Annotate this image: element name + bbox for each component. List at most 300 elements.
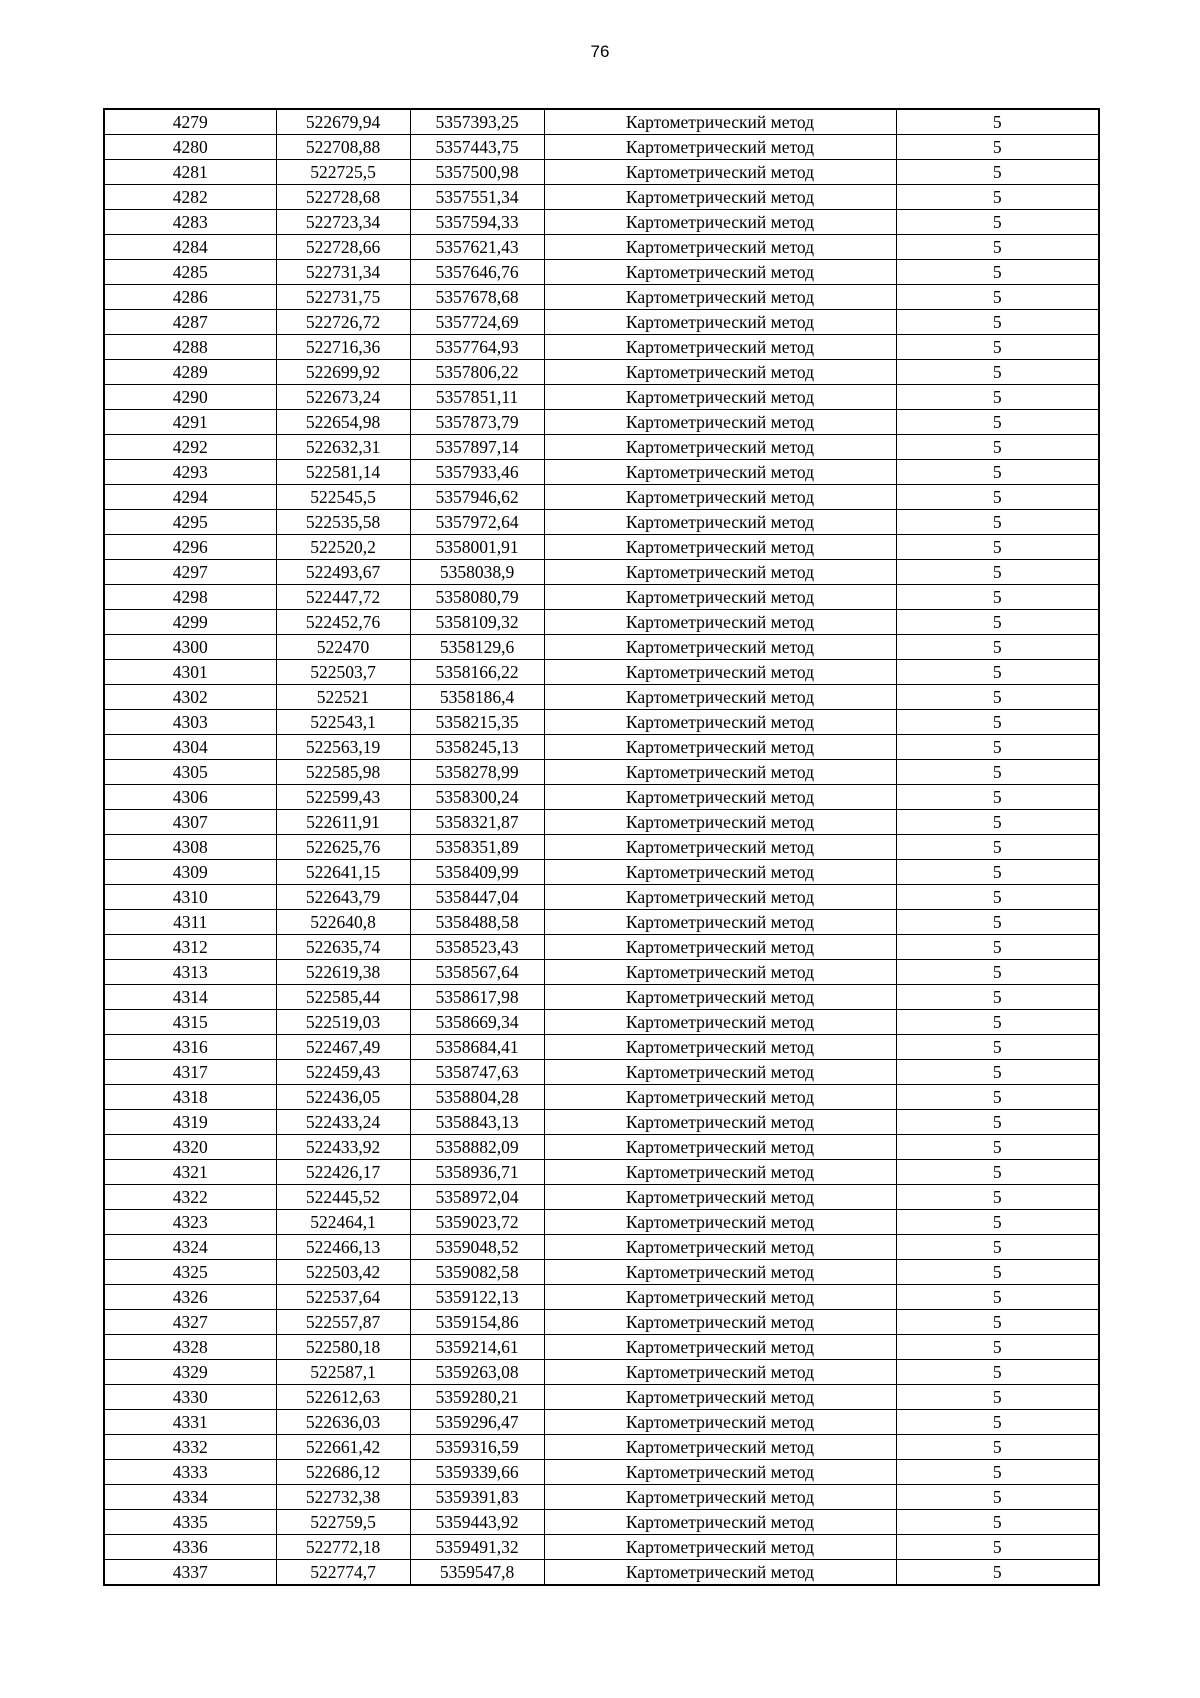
- point-number-cell: 4296: [104, 535, 276, 560]
- method-cell: Картометрический метод: [544, 1410, 896, 1435]
- y-coordinate-cell: 5358109,32: [410, 610, 544, 635]
- point-number-cell: 4313: [104, 960, 276, 985]
- method-cell: Картометрический метод: [544, 185, 896, 210]
- table-row: [104, 1510, 1099, 1535]
- table-row: [104, 260, 1099, 285]
- x-coordinate-cell: 522436,05: [276, 1085, 410, 1110]
- table-row: [104, 1160, 1099, 1185]
- accuracy-cell: 5: [896, 835, 1099, 860]
- x-coordinate-cell: 522466,13: [276, 1235, 410, 1260]
- point-number-cell: 4285: [104, 260, 276, 285]
- table-row: [104, 660, 1099, 685]
- accuracy-cell: 5: [896, 735, 1099, 760]
- x-coordinate-cell: 522731,34: [276, 260, 410, 285]
- method-cell: Картометрический метод: [544, 1335, 896, 1360]
- point-number-cell: 4322: [104, 1185, 276, 1210]
- method-cell: Картометрический метод: [544, 135, 896, 160]
- table-row: [104, 510, 1099, 535]
- x-coordinate-cell: 522679,94: [276, 109, 410, 135]
- accuracy-cell: 5: [896, 135, 1099, 160]
- x-coordinate-cell: 522726,72: [276, 310, 410, 335]
- x-coordinate-cell: 522772,18: [276, 1535, 410, 1560]
- method-cell: Картометрический метод: [544, 385, 896, 410]
- x-coordinate-cell: 522731,75: [276, 285, 410, 310]
- method-cell: Картометрический метод: [544, 1310, 896, 1335]
- table-row: [104, 1185, 1099, 1210]
- table-row: [104, 635, 1099, 660]
- method-cell: Картометрический метод: [544, 1560, 896, 1586]
- x-coordinate-cell: 522708,88: [276, 135, 410, 160]
- method-cell: Картометрический метод: [544, 760, 896, 785]
- x-coordinate-cell: 522686,12: [276, 1460, 410, 1485]
- y-coordinate-cell: 5358001,91: [410, 535, 544, 560]
- x-coordinate-cell: 522459,43: [276, 1060, 410, 1085]
- method-cell: Картометрический метод: [544, 1485, 896, 1510]
- y-coordinate-cell: 5359547,8: [410, 1560, 544, 1586]
- table-row: [104, 135, 1099, 160]
- method-cell: Картометрический метод: [544, 360, 896, 385]
- table-row: [104, 935, 1099, 960]
- y-coordinate-cell: 5359214,61: [410, 1335, 544, 1360]
- point-number-cell: 4327: [104, 1310, 276, 1335]
- y-coordinate-cell: 5357764,93: [410, 335, 544, 360]
- point-number-cell: 4332: [104, 1435, 276, 1460]
- accuracy-cell: 5: [896, 935, 1099, 960]
- accuracy-cell: 5: [896, 1410, 1099, 1435]
- point-number-cell: 4334: [104, 1485, 276, 1510]
- point-number-cell: 4300: [104, 635, 276, 660]
- x-coordinate-cell: 522445,52: [276, 1185, 410, 1210]
- method-cell: Картометрический метод: [544, 335, 896, 360]
- accuracy-cell: 5: [896, 1035, 1099, 1060]
- table-row: [104, 860, 1099, 885]
- table-row: [104, 1485, 1099, 1510]
- x-coordinate-cell: 522535,58: [276, 510, 410, 535]
- point-number-cell: 4297: [104, 560, 276, 585]
- accuracy-cell: 5: [896, 1360, 1099, 1385]
- method-cell: Картометрический метод: [544, 410, 896, 435]
- x-coordinate-cell: 522537,64: [276, 1285, 410, 1310]
- method-cell: Картометрический метод: [544, 710, 896, 735]
- accuracy-cell: 5: [896, 360, 1099, 385]
- table-row: [104, 1135, 1099, 1160]
- table-row: [104, 610, 1099, 635]
- x-coordinate-cell: 522612,63: [276, 1385, 410, 1410]
- x-coordinate-cell: 522661,42: [276, 1435, 410, 1460]
- accuracy-cell: 5: [896, 1335, 1099, 1360]
- point-number-cell: 4302: [104, 685, 276, 710]
- point-number-cell: 4319: [104, 1110, 276, 1135]
- point-number-cell: 4324: [104, 1235, 276, 1260]
- method-cell: Картометрический метод: [544, 835, 896, 860]
- y-coordinate-cell: 5359263,08: [410, 1360, 544, 1385]
- point-number-cell: 4279: [104, 109, 276, 135]
- table-row: [104, 1260, 1099, 1285]
- table-row: [104, 785, 1099, 810]
- accuracy-cell: 5: [896, 210, 1099, 235]
- x-coordinate-cell: 522641,15: [276, 860, 410, 885]
- accuracy-cell: 5: [896, 260, 1099, 285]
- point-number-cell: 4304: [104, 735, 276, 760]
- accuracy-cell: 5: [896, 960, 1099, 985]
- table-row: [104, 1310, 1099, 1335]
- accuracy-cell: 5: [896, 1485, 1099, 1510]
- y-coordinate-cell: 5357443,75: [410, 135, 544, 160]
- point-number-cell: 4318: [104, 1085, 276, 1110]
- y-coordinate-cell: 5359316,59: [410, 1435, 544, 1460]
- y-coordinate-cell: 5359443,92: [410, 1510, 544, 1535]
- point-number-cell: 4325: [104, 1260, 276, 1285]
- y-coordinate-cell: 5358129,6: [410, 635, 544, 660]
- y-coordinate-cell: 5357851,11: [410, 385, 544, 410]
- y-coordinate-cell: 5358882,09: [410, 1135, 544, 1160]
- x-coordinate-cell: 522557,87: [276, 1310, 410, 1335]
- method-cell: Картометрический метод: [544, 1235, 896, 1260]
- y-coordinate-cell: 5359391,83: [410, 1485, 544, 1510]
- method-cell: Картометрический метод: [544, 960, 896, 985]
- method-cell: Картометрический метод: [544, 560, 896, 585]
- method-cell: Картометрический метод: [544, 785, 896, 810]
- method-cell: Картометрический метод: [544, 510, 896, 535]
- y-coordinate-cell: 5359296,47: [410, 1410, 544, 1435]
- x-coordinate-cell: 522519,03: [276, 1010, 410, 1035]
- method-cell: Картометрический метод: [544, 1360, 896, 1385]
- point-number-cell: 4283: [104, 210, 276, 235]
- y-coordinate-cell: 5357621,43: [410, 235, 544, 260]
- table-row: [104, 810, 1099, 835]
- y-coordinate-cell: 5358488,58: [410, 910, 544, 935]
- table-row: [104, 435, 1099, 460]
- y-coordinate-cell: 5358567,64: [410, 960, 544, 985]
- x-coordinate-cell: 522426,17: [276, 1160, 410, 1185]
- x-coordinate-cell: 522470: [276, 635, 410, 660]
- x-coordinate-cell: 522699,92: [276, 360, 410, 385]
- accuracy-cell: 5: [896, 1185, 1099, 1210]
- y-coordinate-cell: 5358684,41: [410, 1035, 544, 1060]
- accuracy-cell: 5: [896, 1010, 1099, 1035]
- method-cell: Картометрический метод: [544, 1385, 896, 1410]
- accuracy-cell: 5: [896, 1385, 1099, 1410]
- table-row: [104, 835, 1099, 860]
- x-coordinate-cell: 522581,14: [276, 460, 410, 485]
- x-coordinate-cell: 522543,1: [276, 710, 410, 735]
- coordinates-table: [103, 108, 1100, 1586]
- x-coordinate-cell: 522643,79: [276, 885, 410, 910]
- table-row: [104, 685, 1099, 710]
- accuracy-cell: 5: [896, 860, 1099, 885]
- x-coordinate-cell: 522636,03: [276, 1410, 410, 1435]
- y-coordinate-cell: 5359280,21: [410, 1385, 544, 1410]
- point-number-cell: 4307: [104, 810, 276, 835]
- accuracy-cell: 5: [896, 1110, 1099, 1135]
- y-coordinate-cell: 5357946,62: [410, 485, 544, 510]
- method-cell: Картометрический метод: [544, 160, 896, 185]
- table-row: [104, 910, 1099, 935]
- table-row: [104, 1335, 1099, 1360]
- method-cell: Картометрический метод: [544, 460, 896, 485]
- method-cell: Картометрический метод: [544, 1260, 896, 1285]
- method-cell: Картометрический метод: [544, 935, 896, 960]
- accuracy-cell: 5: [896, 785, 1099, 810]
- table-row: [104, 585, 1099, 610]
- point-number-cell: 4328: [104, 1335, 276, 1360]
- y-coordinate-cell: 5359154,86: [410, 1310, 544, 1335]
- point-number-cell: 4323: [104, 1210, 276, 1235]
- table-row: [104, 885, 1099, 910]
- method-cell: Картометрический метод: [544, 210, 896, 235]
- y-coordinate-cell: 5358409,99: [410, 860, 544, 885]
- x-coordinate-cell: 522774,7: [276, 1560, 410, 1586]
- y-coordinate-cell: 5358523,43: [410, 935, 544, 960]
- x-coordinate-cell: 522635,74: [276, 935, 410, 960]
- y-coordinate-cell: 5357724,69: [410, 310, 544, 335]
- accuracy-cell: 5: [896, 1210, 1099, 1235]
- y-coordinate-cell: 5358166,22: [410, 660, 544, 685]
- x-coordinate-cell: 522545,5: [276, 485, 410, 510]
- point-number-cell: 4295: [104, 510, 276, 535]
- accuracy-cell: 5: [896, 560, 1099, 585]
- accuracy-cell: 5: [896, 910, 1099, 935]
- table-row: [104, 335, 1099, 360]
- method-cell: Картометрический метод: [544, 1285, 896, 1310]
- method-cell: Картометрический метод: [544, 1460, 896, 1485]
- y-coordinate-cell: 5359122,13: [410, 1285, 544, 1310]
- table-row: [104, 1435, 1099, 1460]
- point-number-cell: 4290: [104, 385, 276, 410]
- accuracy-cell: 5: [896, 1535, 1099, 1560]
- method-cell: Картометрический метод: [544, 310, 896, 335]
- y-coordinate-cell: 5357897,14: [410, 435, 544, 460]
- x-coordinate-cell: 522587,1: [276, 1360, 410, 1385]
- y-coordinate-cell: 5358351,89: [410, 835, 544, 860]
- table-row: [104, 235, 1099, 260]
- accuracy-cell: 5: [896, 760, 1099, 785]
- y-coordinate-cell: 5358245,13: [410, 735, 544, 760]
- y-coordinate-cell: 5359491,32: [410, 1535, 544, 1560]
- table-row: [104, 1535, 1099, 1560]
- method-cell: Картометрический метод: [544, 635, 896, 660]
- method-cell: Картометрический метод: [544, 660, 896, 685]
- y-coordinate-cell: 5357972,64: [410, 510, 544, 535]
- x-coordinate-cell: 522619,38: [276, 960, 410, 985]
- table-row: [104, 1210, 1099, 1235]
- point-number-cell: 4284: [104, 235, 276, 260]
- accuracy-cell: 5: [896, 1260, 1099, 1285]
- y-coordinate-cell: 5357594,33: [410, 210, 544, 235]
- y-coordinate-cell: 5357873,79: [410, 410, 544, 435]
- point-number-cell: 4311: [104, 910, 276, 935]
- point-number-cell: 4287: [104, 310, 276, 335]
- method-cell: Картометрический метод: [544, 1010, 896, 1035]
- point-number-cell: 4337: [104, 1560, 276, 1586]
- method-cell: Картометрический метод: [544, 1110, 896, 1135]
- accuracy-cell: 5: [896, 285, 1099, 310]
- x-coordinate-cell: 522452,76: [276, 610, 410, 635]
- method-cell: Картометрический метод: [544, 985, 896, 1010]
- accuracy-cell: 5: [896, 1310, 1099, 1335]
- accuracy-cell: 5: [896, 435, 1099, 460]
- point-number-cell: 4309: [104, 860, 276, 885]
- accuracy-cell: 5: [896, 410, 1099, 435]
- table-row: [104, 960, 1099, 985]
- point-number-cell: 4303: [104, 710, 276, 735]
- x-coordinate-cell: 522673,24: [276, 385, 410, 410]
- x-coordinate-cell: 522503,7: [276, 660, 410, 685]
- table-row: [104, 1235, 1099, 1260]
- table-row: [104, 1410, 1099, 1435]
- table-row: [104, 1060, 1099, 1085]
- method-cell: Картометрический метод: [544, 1535, 896, 1560]
- point-number-cell: 4301: [104, 660, 276, 685]
- y-coordinate-cell: 5359082,58: [410, 1260, 544, 1285]
- table-row: [104, 1385, 1099, 1410]
- accuracy-cell: 5: [896, 160, 1099, 185]
- table-row: [104, 360, 1099, 385]
- point-number-cell: 4329: [104, 1360, 276, 1385]
- table-row: [104, 535, 1099, 560]
- x-coordinate-cell: 522447,72: [276, 585, 410, 610]
- x-coordinate-cell: 522493,67: [276, 560, 410, 585]
- table-row: [104, 410, 1099, 435]
- accuracy-cell: 5: [896, 109, 1099, 135]
- point-number-cell: 4294: [104, 485, 276, 510]
- y-coordinate-cell: 5357551,34: [410, 185, 544, 210]
- table-row: [104, 109, 1099, 135]
- accuracy-cell: 5: [896, 1135, 1099, 1160]
- accuracy-cell: 5: [896, 460, 1099, 485]
- point-number-cell: 4330: [104, 1385, 276, 1410]
- y-coordinate-cell: 5359048,52: [410, 1235, 544, 1260]
- x-coordinate-cell: 522464,1: [276, 1210, 410, 1235]
- accuracy-cell: 5: [896, 1560, 1099, 1586]
- table-row: [104, 1360, 1099, 1385]
- point-number-cell: 4310: [104, 885, 276, 910]
- y-coordinate-cell: 5358804,28: [410, 1085, 544, 1110]
- table-row: [104, 560, 1099, 585]
- table-row: [104, 1085, 1099, 1110]
- x-coordinate-cell: 522503,42: [276, 1260, 410, 1285]
- point-number-cell: 4291: [104, 410, 276, 435]
- x-coordinate-cell: 522654,98: [276, 410, 410, 435]
- point-number-cell: 4306: [104, 785, 276, 810]
- x-coordinate-cell: 522632,31: [276, 435, 410, 460]
- accuracy-cell: 5: [896, 1085, 1099, 1110]
- method-cell: Картометрический метод: [544, 1035, 896, 1060]
- accuracy-cell: 5: [896, 885, 1099, 910]
- method-cell: Картометрический метод: [544, 585, 896, 610]
- y-coordinate-cell: 5358669,34: [410, 1010, 544, 1035]
- y-coordinate-cell: 5358747,63: [410, 1060, 544, 1085]
- accuracy-cell: 5: [896, 1460, 1099, 1485]
- page-number: 76: [590, 42, 610, 61]
- table-row: [104, 160, 1099, 185]
- point-number-cell: 4280: [104, 135, 276, 160]
- point-number-cell: 4312: [104, 935, 276, 960]
- accuracy-cell: 5: [896, 585, 1099, 610]
- y-coordinate-cell: 5358186,4: [410, 685, 544, 710]
- accuracy-cell: 5: [896, 535, 1099, 560]
- accuracy-cell: 5: [896, 385, 1099, 410]
- method-cell: Картометрический метод: [544, 810, 896, 835]
- method-cell: Картометрический метод: [544, 485, 896, 510]
- y-coordinate-cell: 5358447,04: [410, 885, 544, 910]
- y-coordinate-cell: 5357393,25: [410, 109, 544, 135]
- accuracy-cell: 5: [896, 310, 1099, 335]
- point-number-cell: 4286: [104, 285, 276, 310]
- method-cell: Картометрический метод: [544, 910, 896, 935]
- accuracy-cell: 5: [896, 985, 1099, 1010]
- y-coordinate-cell: 5358278,99: [410, 760, 544, 785]
- table-row: [104, 1460, 1099, 1485]
- x-coordinate-cell: 522725,5: [276, 160, 410, 185]
- method-cell: Картометрический метод: [544, 435, 896, 460]
- x-coordinate-cell: 522585,98: [276, 760, 410, 785]
- y-coordinate-cell: 5358936,71: [410, 1160, 544, 1185]
- x-coordinate-cell: 522585,44: [276, 985, 410, 1010]
- method-cell: Картометрический метод: [544, 260, 896, 285]
- y-coordinate-cell: 5358038,9: [410, 560, 544, 585]
- point-number-cell: 4289: [104, 360, 276, 385]
- accuracy-cell: 5: [896, 1235, 1099, 1260]
- table-row: [104, 760, 1099, 785]
- x-coordinate-cell: 522716,36: [276, 335, 410, 360]
- table-row: [104, 185, 1099, 210]
- y-coordinate-cell: 5357678,68: [410, 285, 544, 310]
- method-cell: Картометрический метод: [544, 1510, 896, 1535]
- accuracy-cell: 5: [896, 660, 1099, 685]
- table-row: [104, 1560, 1099, 1586]
- point-number-cell: 4299: [104, 610, 276, 635]
- method-cell: Картометрический метод: [544, 610, 896, 635]
- point-number-cell: 4305: [104, 760, 276, 785]
- point-number-cell: 4321: [104, 1160, 276, 1185]
- method-cell: Картометрический метод: [544, 1160, 896, 1185]
- x-coordinate-cell: 522580,18: [276, 1335, 410, 1360]
- x-coordinate-cell: 522732,38: [276, 1485, 410, 1510]
- x-coordinate-cell: 522759,5: [276, 1510, 410, 1535]
- table-row: [104, 1285, 1099, 1310]
- point-number-cell: 4333: [104, 1460, 276, 1485]
- accuracy-cell: 5: [896, 1285, 1099, 1310]
- x-coordinate-cell: 522467,49: [276, 1035, 410, 1060]
- y-coordinate-cell: 5358215,35: [410, 710, 544, 735]
- y-coordinate-cell: 5357933,46: [410, 460, 544, 485]
- table-row: [104, 1010, 1099, 1035]
- table-row: [104, 285, 1099, 310]
- x-coordinate-cell: 522723,34: [276, 210, 410, 235]
- accuracy-cell: 5: [896, 1160, 1099, 1185]
- y-coordinate-cell: 5357500,98: [410, 160, 544, 185]
- accuracy-cell: 5: [896, 510, 1099, 535]
- x-coordinate-cell: 522625,76: [276, 835, 410, 860]
- coordinates-table-body: [104, 109, 1099, 1585]
- accuracy-cell: 5: [896, 185, 1099, 210]
- point-number-cell: 4282: [104, 185, 276, 210]
- x-coordinate-cell: 522433,24: [276, 1110, 410, 1135]
- y-coordinate-cell: 5358972,04: [410, 1185, 544, 1210]
- method-cell: Картометрический метод: [544, 1085, 896, 1110]
- accuracy-cell: 5: [896, 335, 1099, 360]
- accuracy-cell: 5: [896, 810, 1099, 835]
- x-coordinate-cell: 522640,8: [276, 910, 410, 935]
- point-number-cell: 4320: [104, 1135, 276, 1160]
- accuracy-cell: 5: [896, 685, 1099, 710]
- point-number-cell: 4314: [104, 985, 276, 1010]
- method-cell: Картометрический метод: [544, 109, 896, 135]
- accuracy-cell: 5: [896, 235, 1099, 260]
- method-cell: Картометрический метод: [544, 1210, 896, 1235]
- method-cell: Картометрический метод: [544, 1435, 896, 1460]
